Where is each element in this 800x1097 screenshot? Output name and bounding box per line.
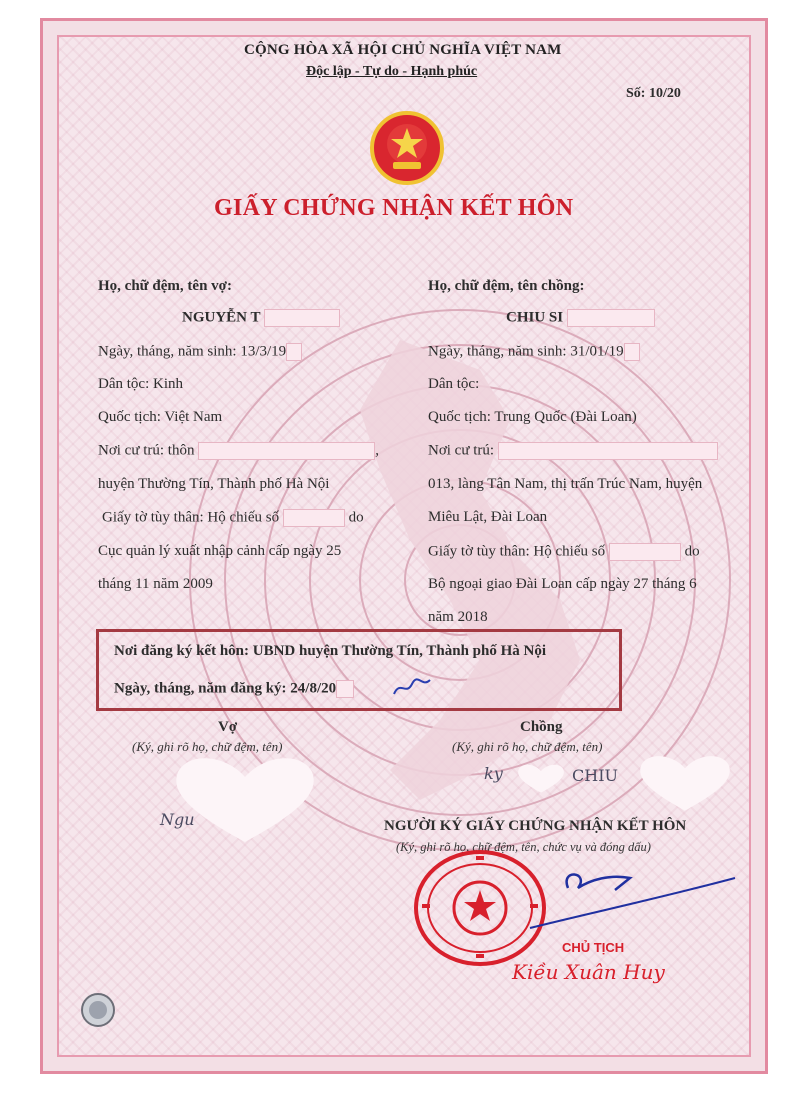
- registration-box: [96, 629, 622, 711]
- redaction-box: [498, 442, 718, 460]
- wife-name-label: Họ, chữ đệm, tên vợ:: [98, 278, 232, 294]
- husband-signature-title: Chồng: [520, 719, 563, 735]
- redaction-box: [609, 543, 681, 561]
- redaction-box: [624, 343, 640, 361]
- husband-name: CHIU SI: [506, 309, 655, 327]
- wife-id-line3: tháng 11 năm 2009: [98, 576, 213, 592]
- redaction-box: [567, 309, 655, 327]
- certificate-number: Số: 10/20: [626, 86, 681, 101]
- wife-ethnicity: Dân tộc: Kinh: [98, 376, 183, 392]
- signer-note: (Ký, ghi rõ họ, chữ đệm, tên, chức vụ và đóng dấu): [396, 840, 651, 854]
- official-signature: [520, 858, 740, 938]
- wife-handwriting: Ngu: [160, 810, 195, 829]
- wife-id-line1: Giấy tờ tùy thân: Hộ chiếu số do: [102, 509, 364, 526]
- wife-residence-line2: huyện Thường Tín, Thành phố Hà Nội: [98, 476, 330, 492]
- national-motto: Độc lập - Tự do - Hạnh phúc: [306, 64, 478, 79]
- wife-signature-note: (Ký, ghi rõ họ, chữ đệm, tên): [132, 739, 283, 754]
- document-title: GIẤY CHỨNG NHẬN KẾT HÔN: [214, 195, 574, 221]
- redaction-box: [198, 442, 375, 460]
- heart-redaction: [516, 758, 566, 798]
- wife-id-line2: Cục quản lý xuất nhập cảnh cấp ngày 25: [98, 543, 342, 559]
- husband-residence-line1: Nơi cư trú:: [428, 442, 718, 460]
- husband-id-line1: Giấy tờ tùy thân: Hộ chiếu số do: [428, 543, 700, 560]
- redaction-box: [283, 509, 345, 527]
- registration-date: Ngày, tháng, năm đăng ký: 24/8/20: [114, 680, 354, 698]
- hologram-seal-icon: [80, 992, 116, 1028]
- husband-id-line2: Bộ ngoại giao Đài Loan cấp ngày 27 tháng 6: [428, 576, 697, 592]
- wife-name: NGUYỄN T: [182, 309, 340, 327]
- signer-name: Kiều Xuân Huy: [512, 960, 665, 984]
- husband-residence-line2: 013, làng Tân Nam, thị trấn Trúc Nam, huyện: [428, 476, 703, 492]
- redaction-box: [264, 309, 340, 327]
- husband-name-label: Họ, chữ đệm, tên chồng:: [428, 278, 585, 294]
- signer-title: NGƯỜI KÝ GIẤY CHỨNG NHẬN KẾT HÔN: [384, 818, 687, 834]
- registration-place: Nơi đăng ký kết hôn: UBND huyện Thường Tín, Thành phố Hà Nội: [114, 643, 547, 659]
- signer-position: CHỦ TỊCH: [562, 940, 625, 955]
- husband-residence-line3: Miêu Lật, Đài Loan: [428, 509, 548, 525]
- husband-ethnicity: Dân tộc:: [428, 376, 480, 392]
- husband-handwriting-1: ky: [484, 764, 503, 783]
- redaction-box: [336, 680, 354, 698]
- redaction-box: [286, 343, 302, 361]
- heart-redaction: [630, 752, 740, 812]
- wife-signature-title: Vợ: [218, 719, 238, 735]
- national-emblem-icon: [369, 110, 445, 186]
- heart-redaction: [170, 752, 320, 844]
- husband-signature-note: (Ký, ghi rõ họ, chữ đệm, tên): [452, 739, 603, 754]
- husband-dob: Ngày, tháng, năm sinh: 31/01/19: [428, 343, 640, 361]
- initials-mark: [392, 676, 432, 698]
- wife-nationality: Quốc tịch: Việt Nam: [98, 409, 223, 425]
- husband-handwriting-2: CHIU: [572, 766, 618, 785]
- husband-nationality: Quốc tịch: Trung Quốc (Đài Loan): [428, 409, 637, 425]
- wife-dob: Ngày, tháng, năm sinh: 13/3/19: [98, 343, 302, 361]
- country-name: CỘNG HÒA XÃ HỘI CHỦ NGHĨA VIỆT NAM: [244, 42, 562, 58]
- wife-residence-line1: Nơi cư trú: thôn ,: [98, 442, 379, 459]
- husband-id-line3: năm 2018: [428, 609, 488, 625]
